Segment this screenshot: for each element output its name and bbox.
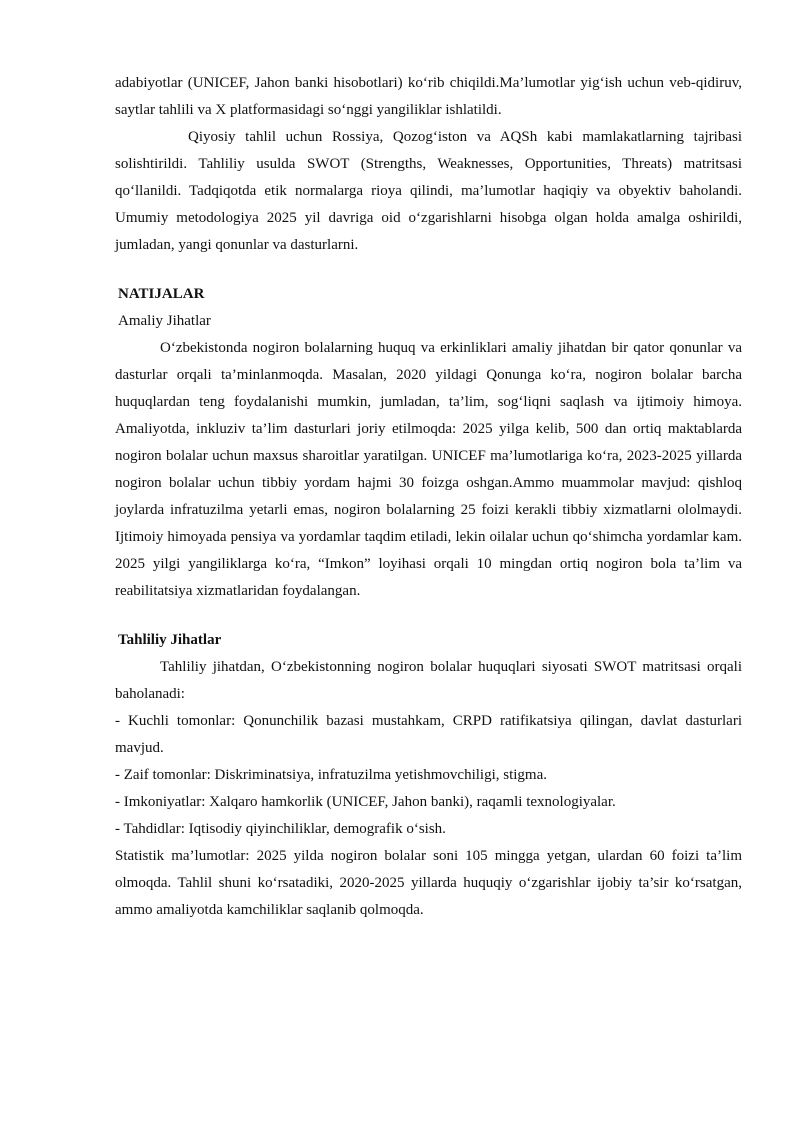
- swot-strengths: - Kuchli tomonlar: Qonunchilik bazasi mustahkam, CRPD ratifikatsiya qilingan, davlat dasturlari mavjud.: [115, 713, 742, 756]
- analytical-intro: Tahliliy jihatdan, O‘zbekistonning nogiron bolalar huquqlari siyosati SWOT matritsasi orqali baholanadi:: [115, 659, 742, 702]
- intro-paragraph-1: adabiyotlar (UNICEF, Jahon banki hisobotlari) ko‘rib chiqildi.Ma’lumotlar yig‘ish uchun veb-qidiruv, saytlar tahlili va X platformasidagi so‘nggi yangiliklar ishlatildi.: [115, 75, 742, 118]
- intro-paragraph-2: Qiyosiy tahlil uchun Rossiya, Qozog‘iston va AQSh kabi mamlakatlarning tajribasi solishtirildi. Tahliliy usulda SWOT (Strengths, Weaknesses, Opportunities, Threats) matritsasi qo‘llanildi. Tadqiqotda etik normalarga rioya qilindi, ma’lumotlar haqiqiy va obyektiv baholandi. Umumiy metodologiya 2025 yil davriga oid o‘zgarishlarni hisobga olgan holda amalga oshirildi, jumladan, yangi qonunlar va dasturlarni.: [115, 129, 742, 253]
- section-heading-natijalar: NATIJALAR: [118, 286, 205, 302]
- subheading-tahliliy-jihatlar: Tahliliy Jihatlar: [118, 632, 222, 648]
- spacer: [115, 259, 742, 281]
- analytical-closing: Statistik ma’lumotlar: 2025 yilda nogiron bolalar soni 105 mingga yetgan, ulardan 60 foizi ta’lim olmoqda. Tahlil shuni ko‘rsatadiki, 2020-2025 yillarda huquqiy o‘zgarishlar ijobiy ta’sir ko‘rsatgan, ammo amaliyotda kamchiliklar saqlanib qolmoqda.: [115, 848, 742, 918]
- swot-weaknesses: - Zaif tomonlar: Diskriminatsiya, infratuzilma yetishmovchiligi, stigma.: [115, 767, 547, 783]
- swot-threats: - Tahdidlar: Iqtisodiy qiyinchiliklar, demografik o‘sish.: [115, 821, 446, 837]
- practical-paragraph: O‘zbekistonda nogiron bolalarning huquq va erkinliklari amaliy jihatdan bir qator qonunlar va dasturlar orqali ta’minlanmoqda. Masalan, 2020 yildagi Qonunga ko‘ra, nogiron bolalar barcha huquqlardan teng foydalanishi mumkin, jumladan, ta’lim, sog‘liqni saqlash va ijtimoiy himoya. Amaliyotda, inkluziv ta’lim dasturlari joriy etilmoqda: 2025 yilga kelib, 500 dan ortiq maktablarda nogiron bolalar uchun maxsus sharoitlar yaratilgan. UNICEF ma’lumotlariga ko‘ra, 2023-2025 yillarda nogiron bolalar uchun tibbiy yordam hajmi 30 foizga oshgan.Ammo muammolar mavjud: qishloq joylarda infratuzilma yetarli emas, nogiron bolalarning 25 foizi kerakli tibbiy xizmatlarni ololmaydi. Ijtimoiy himoyada pensiya va yordamlar taqdim etiladi, lekin oilalar uchun qo‘shimcha yordamlar kam. 2025 yilgi yangiliklarga ko‘ra, “Imkon” loyihasi orqali 10 mingdan ortiq nogiron bola ta’lim va reabilitatsiya xizmatlaridan foydalangan.: [115, 340, 742, 599]
- swot-opportunities: - Imkoniyatlar: Xalqaro hamkorlik (UNICEF, Jahon banki), raqamli texnologiyalar.: [115, 794, 616, 810]
- document-page: [115, 70, 742, 924]
- subheading-amaliy-jihatlar: Amaliy Jihatlar: [118, 313, 211, 329]
- spacer: [115, 605, 742, 627]
